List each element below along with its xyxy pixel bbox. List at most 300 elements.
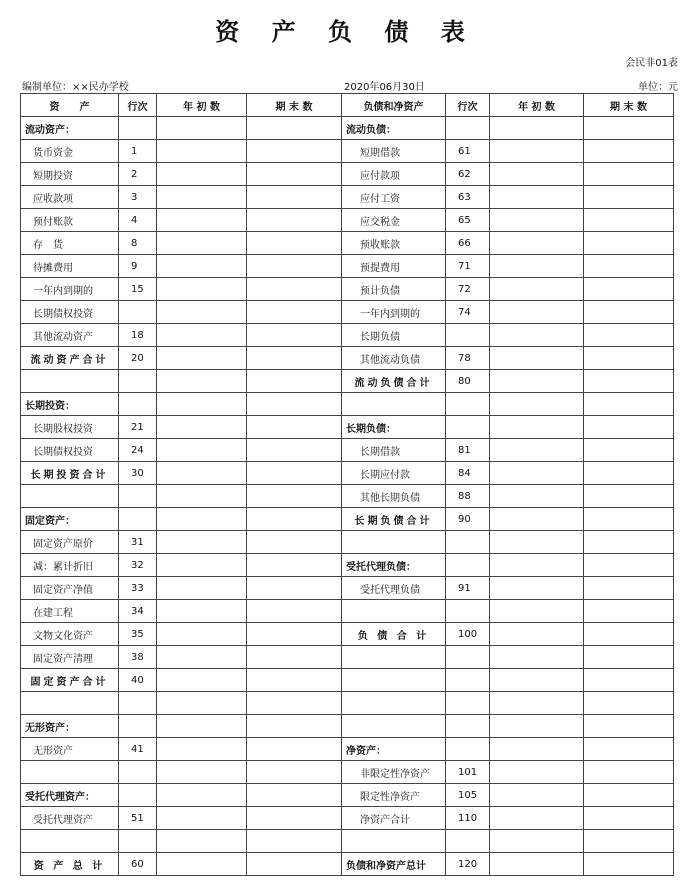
table-row	[21, 531, 674, 554]
liability-item-label	[342, 830, 446, 853]
liability-closing-value	[584, 416, 674, 439]
liability-opening-value	[490, 186, 584, 209]
asset-closing-value	[247, 508, 342, 531]
table-row	[21, 830, 674, 853]
asset-line-no: 38	[119, 646, 157, 669]
liability-opening-value	[490, 508, 584, 531]
asset-line-no: 3	[119, 186, 157, 209]
asset-closing-value	[247, 140, 342, 163]
table-row	[21, 508, 674, 531]
asset-opening-value	[157, 830, 247, 853]
asset-line-no	[119, 784, 157, 807]
asset-closing-value	[247, 117, 342, 140]
liability-item-label: 受托代理负债：	[342, 554, 446, 577]
asset-item-label	[21, 692, 119, 715]
table-row	[21, 462, 674, 485]
table-row	[21, 646, 674, 669]
liability-opening-value	[490, 830, 584, 853]
liability-line-no	[446, 646, 490, 669]
liability-opening-value	[490, 278, 584, 301]
asset-item-label: 长期投资合计	[21, 462, 119, 485]
liability-item-label: 一年内到期的	[342, 301, 446, 324]
currency-unit: 单位：元	[638, 82, 678, 93]
liability-item-label: 应付工资	[342, 186, 446, 209]
asset-closing-value	[247, 692, 342, 715]
liability-closing-value	[584, 715, 674, 738]
liability-closing-value	[584, 163, 674, 186]
asset-closing-value	[247, 301, 342, 324]
asset-closing-value	[247, 232, 342, 255]
asset-closing-value	[247, 278, 342, 301]
asset-opening-value	[157, 807, 247, 830]
asset-closing-value	[247, 531, 342, 554]
asset-line-no: 1	[119, 140, 157, 163]
asset-item-label: 存 货	[21, 232, 119, 255]
liability-opening-value	[490, 301, 584, 324]
asset-opening-value	[157, 531, 247, 554]
asset-line-no	[119, 508, 157, 531]
liability-closing-value	[584, 623, 674, 646]
liability-item-label: 限定性净资产	[342, 784, 446, 807]
asset-opening-value	[157, 508, 247, 531]
liability-line-no: 80	[446, 370, 490, 393]
asset-item-label: 流动资产：	[21, 117, 119, 140]
form-code: 会民非01表	[625, 58, 678, 69]
asset-line-no: 4	[119, 209, 157, 232]
asset-item-label: 长期债权投资	[21, 301, 119, 324]
asset-opening-value	[157, 692, 247, 715]
liability-item-label: 净资产：	[342, 738, 446, 761]
liability-line-no: 100	[446, 623, 490, 646]
asset-opening-value	[157, 324, 247, 347]
balance-sheet-table	[20, 93, 674, 876]
liability-opening-value	[490, 623, 584, 646]
liability-item-label: 流动负债：	[342, 117, 446, 140]
liability-item-label	[342, 393, 446, 416]
liability-opening-value	[490, 531, 584, 554]
asset-item-label: 文物文化资产	[21, 623, 119, 646]
asset-closing-value	[247, 439, 342, 462]
liability-item-label: 预收账款	[342, 232, 446, 255]
liability-closing-value	[584, 600, 674, 623]
table-row	[21, 623, 674, 646]
liability-closing-value	[584, 807, 674, 830]
header-closing: 期 末 数	[584, 94, 674, 117]
liability-item-label: 净资产合计	[342, 807, 446, 830]
asset-opening-value	[157, 554, 247, 577]
liability-line-no	[446, 738, 490, 761]
asset-opening-value	[157, 462, 247, 485]
asset-line-no	[119, 393, 157, 416]
asset-item-label: 其他流动资产	[21, 324, 119, 347]
liability-closing-value	[584, 462, 674, 485]
liability-opening-value	[490, 439, 584, 462]
asset-opening-value	[157, 485, 247, 508]
liability-line-no: 74	[446, 301, 490, 324]
liability-line-no: 81	[446, 439, 490, 462]
asset-closing-value	[247, 807, 342, 830]
asset-closing-value	[247, 761, 342, 784]
asset-opening-value	[157, 301, 247, 324]
table-row	[21, 301, 674, 324]
asset-closing-value	[247, 853, 342, 876]
asset-line-no: 8	[119, 232, 157, 255]
asset-closing-value	[247, 416, 342, 439]
liability-line-no: 120	[446, 853, 490, 876]
liability-item-label	[342, 692, 446, 715]
liability-opening-value	[490, 761, 584, 784]
liability-line-no	[446, 416, 490, 439]
liability-opening-value	[490, 209, 584, 232]
liability-closing-value	[584, 692, 674, 715]
liability-closing-value	[584, 255, 674, 278]
liability-item-label: 短期借款	[342, 140, 446, 163]
liability-item-label: 应交税金	[342, 209, 446, 232]
asset-item-label: 一年内到期的	[21, 278, 119, 301]
asset-item-label: 固定资产：	[21, 508, 119, 531]
organization-label: 编制单位：××民办学校	[22, 82, 129, 93]
asset-closing-value	[247, 324, 342, 347]
liability-line-no	[446, 554, 490, 577]
asset-opening-value	[157, 577, 247, 600]
asset-item-label: 固定资产原价	[21, 531, 119, 554]
liability-closing-value	[584, 577, 674, 600]
liability-closing-value	[584, 301, 674, 324]
asset-line-no	[119, 370, 157, 393]
table-row	[21, 255, 674, 278]
asset-opening-value	[157, 347, 247, 370]
asset-closing-value	[247, 393, 342, 416]
asset-item-label: 固定资产净值	[21, 577, 119, 600]
asset-line-no	[119, 692, 157, 715]
asset-opening-value	[157, 186, 247, 209]
table-row	[21, 232, 674, 255]
liability-closing-value	[584, 278, 674, 301]
liability-opening-value	[490, 554, 584, 577]
liability-item-label: 负 债 合 计	[342, 623, 446, 646]
liability-opening-value	[490, 600, 584, 623]
liability-closing-value	[584, 784, 674, 807]
asset-opening-value	[157, 784, 247, 807]
liability-line-no	[446, 830, 490, 853]
table-row	[21, 117, 674, 140]
asset-item-label: 固定资产合计	[21, 669, 119, 692]
liability-item-label	[342, 600, 446, 623]
liability-item-label: 长期负债合计	[342, 508, 446, 531]
asset-opening-value	[157, 117, 247, 140]
liability-item-label: 长期负债：	[342, 416, 446, 439]
liability-opening-value	[490, 117, 584, 140]
liability-item-label: 其他长期负债	[342, 485, 446, 508]
liability-line-no: 105	[446, 784, 490, 807]
asset-closing-value	[247, 646, 342, 669]
liability-closing-value	[584, 761, 674, 784]
liability-line-no: 61	[446, 140, 490, 163]
liability-opening-value	[490, 347, 584, 370]
asset-opening-value	[157, 140, 247, 163]
liability-line-no: 62	[446, 163, 490, 186]
asset-line-no: 30	[119, 462, 157, 485]
table-row	[21, 485, 674, 508]
liability-line-no: 91	[446, 577, 490, 600]
asset-line-no: 31	[119, 531, 157, 554]
liability-closing-value	[584, 738, 674, 761]
liability-line-no: 72	[446, 278, 490, 301]
asset-opening-value	[157, 209, 247, 232]
liability-closing-value	[584, 646, 674, 669]
asset-closing-value	[247, 347, 342, 370]
table-row	[21, 186, 674, 209]
liability-line-no: 110	[446, 807, 490, 830]
asset-closing-value	[247, 715, 342, 738]
liability-line-no	[446, 715, 490, 738]
asset-item-label: 应收款项	[21, 186, 119, 209]
liability-opening-value	[490, 577, 584, 600]
liability-closing-value	[584, 393, 674, 416]
asset-opening-value	[157, 715, 247, 738]
asset-opening-value	[157, 669, 247, 692]
liability-closing-value	[584, 669, 674, 692]
liability-line-no	[446, 531, 490, 554]
asset-opening-value	[157, 600, 247, 623]
liability-opening-value	[490, 416, 584, 439]
asset-closing-value	[247, 485, 342, 508]
liability-closing-value	[584, 853, 674, 876]
asset-line-no: 2	[119, 163, 157, 186]
liability-closing-value	[584, 209, 674, 232]
liability-line-no: 71	[446, 255, 490, 278]
asset-item-label: 短期投资	[21, 163, 119, 186]
liability-item-label	[342, 531, 446, 554]
asset-line-no	[119, 715, 157, 738]
liability-line-no	[446, 117, 490, 140]
liability-opening-value	[490, 370, 584, 393]
asset-item-label: 在建工程	[21, 600, 119, 623]
asset-opening-value	[157, 416, 247, 439]
table-row	[21, 692, 674, 715]
liability-closing-value	[584, 485, 674, 508]
asset-opening-value	[157, 393, 247, 416]
table-row	[21, 324, 674, 347]
asset-closing-value	[247, 163, 342, 186]
liability-closing-value	[584, 508, 674, 531]
asset-item-label: 货币资金	[21, 140, 119, 163]
table-row	[21, 784, 674, 807]
liability-opening-value	[490, 324, 584, 347]
asset-opening-value	[157, 370, 247, 393]
header-opening: 年 初 数	[157, 94, 247, 117]
asset-opening-value	[157, 623, 247, 646]
asset-item-label	[21, 485, 119, 508]
asset-opening-value	[157, 646, 247, 669]
asset-opening-value	[157, 738, 247, 761]
asset-closing-value	[247, 784, 342, 807]
asset-item-label: 固定资产清理	[21, 646, 119, 669]
header-assets: 资 产	[21, 94, 119, 117]
liability-closing-value	[584, 324, 674, 347]
liability-line-no: 84	[446, 462, 490, 485]
liability-closing-value	[584, 439, 674, 462]
header-liabilities: 负债和净资产	[342, 94, 446, 117]
table-row	[21, 393, 674, 416]
asset-opening-value	[157, 232, 247, 255]
asset-closing-value	[247, 554, 342, 577]
table-row	[21, 554, 674, 577]
table-row	[21, 370, 674, 393]
asset-item-label: 长期股权投资	[21, 416, 119, 439]
liability-closing-value	[584, 531, 674, 554]
asset-line-no: 15	[119, 278, 157, 301]
asset-line-no: 18	[119, 324, 157, 347]
asset-closing-value	[247, 738, 342, 761]
asset-item-label: 待摊费用	[21, 255, 119, 278]
liability-opening-value	[490, 784, 584, 807]
liability-opening-value	[490, 232, 584, 255]
table-row	[21, 853, 674, 876]
liability-closing-value	[584, 186, 674, 209]
liability-line-no: 101	[446, 761, 490, 784]
asset-item-label	[21, 370, 119, 393]
asset-line-no: 32	[119, 554, 157, 577]
liability-line-no	[446, 692, 490, 715]
liability-opening-value	[490, 393, 584, 416]
asset-closing-value	[247, 255, 342, 278]
liability-item-label	[342, 715, 446, 738]
asset-item-label: 减：累计折旧	[21, 554, 119, 577]
liability-item-label: 长期应付款	[342, 462, 446, 485]
liability-opening-value	[490, 738, 584, 761]
liability-item-label: 非限定性净资产	[342, 761, 446, 784]
asset-line-no: 9	[119, 255, 157, 278]
asset-closing-value	[247, 370, 342, 393]
liability-opening-value	[490, 669, 584, 692]
asset-line-no: 51	[119, 807, 157, 830]
table-row	[21, 715, 674, 738]
asset-line-no	[119, 117, 157, 140]
header-line-no: 行次	[119, 94, 157, 117]
asset-line-no: 21	[119, 416, 157, 439]
asset-item-label: 长期债权投资	[21, 439, 119, 462]
liability-line-no: 63	[446, 186, 490, 209]
asset-line-no: 20	[119, 347, 157, 370]
liability-opening-value	[490, 807, 584, 830]
asset-closing-value	[247, 623, 342, 646]
liability-closing-value	[584, 117, 674, 140]
liability-opening-value	[490, 853, 584, 876]
liability-line-no: 90	[446, 508, 490, 531]
liability-closing-value	[584, 140, 674, 163]
table-header-row	[21, 94, 674, 117]
asset-line-no	[119, 830, 157, 853]
asset-line-no	[119, 485, 157, 508]
liability-item-label	[342, 646, 446, 669]
asset-closing-value	[247, 669, 342, 692]
asset-opening-value	[157, 163, 247, 186]
asset-item-label	[21, 830, 119, 853]
liability-item-label: 长期借款	[342, 439, 446, 462]
header-opening: 年 初 数	[490, 94, 584, 117]
header-line-no: 行次	[446, 94, 490, 117]
report-title: 资 产 负 债 表	[215, 17, 477, 46]
asset-closing-value	[247, 830, 342, 853]
asset-line-no: 35	[119, 623, 157, 646]
table-row	[21, 163, 674, 186]
table-row	[21, 278, 674, 301]
liability-opening-value	[490, 462, 584, 485]
asset-item-label: 受托代理资产：	[21, 784, 119, 807]
liability-item-label: 其他流动负债	[342, 347, 446, 370]
report-date: 2020年06月30日	[344, 82, 425, 93]
liability-closing-value	[584, 232, 674, 255]
asset-line-no	[119, 301, 157, 324]
asset-line-no: 34	[119, 600, 157, 623]
liability-opening-value	[490, 692, 584, 715]
liability-line-no	[446, 600, 490, 623]
liability-opening-value	[490, 255, 584, 278]
asset-closing-value	[247, 186, 342, 209]
liability-opening-value	[490, 163, 584, 186]
liability-closing-value	[584, 347, 674, 370]
liability-item-label: 预计负债	[342, 278, 446, 301]
liability-line-no: 78	[446, 347, 490, 370]
liability-opening-value	[490, 715, 584, 738]
asset-closing-value	[247, 600, 342, 623]
liability-line-no	[446, 393, 490, 416]
asset-line-no: 60	[119, 853, 157, 876]
liability-item-label	[342, 669, 446, 692]
table-body	[21, 117, 674, 876]
asset-item-label: 预付账款	[21, 209, 119, 232]
liability-opening-value	[490, 485, 584, 508]
asset-closing-value	[247, 209, 342, 232]
header-closing: 期 末 数	[247, 94, 342, 117]
asset-item-label: 无形资产：	[21, 715, 119, 738]
asset-line-no: 33	[119, 577, 157, 600]
asset-item-label: 流动资产合计	[21, 347, 119, 370]
liability-item-label: 长期负债	[342, 324, 446, 347]
liability-opening-value	[490, 140, 584, 163]
asset-item-label	[21, 761, 119, 784]
liability-line-no: 66	[446, 232, 490, 255]
liability-line-no	[446, 324, 490, 347]
asset-opening-value	[157, 761, 247, 784]
asset-line-no: 41	[119, 738, 157, 761]
liability-opening-value	[490, 646, 584, 669]
asset-line-no: 40	[119, 669, 157, 692]
table-row	[21, 439, 674, 462]
asset-item-label: 资 产 总 计	[21, 853, 119, 876]
asset-item-label: 受托代理资产	[21, 807, 119, 830]
table-row	[21, 416, 674, 439]
table-row	[21, 669, 674, 692]
table-row	[21, 761, 674, 784]
table-row	[21, 600, 674, 623]
asset-line-no	[119, 761, 157, 784]
table-row	[21, 347, 674, 370]
asset-item-label: 无形资产	[21, 738, 119, 761]
liability-line-no	[446, 669, 490, 692]
table-row	[21, 577, 674, 600]
liability-closing-value	[584, 554, 674, 577]
liability-item-label: 预提费用	[342, 255, 446, 278]
liability-item-label: 负债和净资产总计	[342, 853, 446, 876]
liability-closing-value	[584, 370, 674, 393]
asset-closing-value	[247, 462, 342, 485]
asset-opening-value	[157, 255, 247, 278]
table-row	[21, 209, 674, 232]
liability-line-no: 65	[446, 209, 490, 232]
liability-item-label: 应付款项	[342, 163, 446, 186]
